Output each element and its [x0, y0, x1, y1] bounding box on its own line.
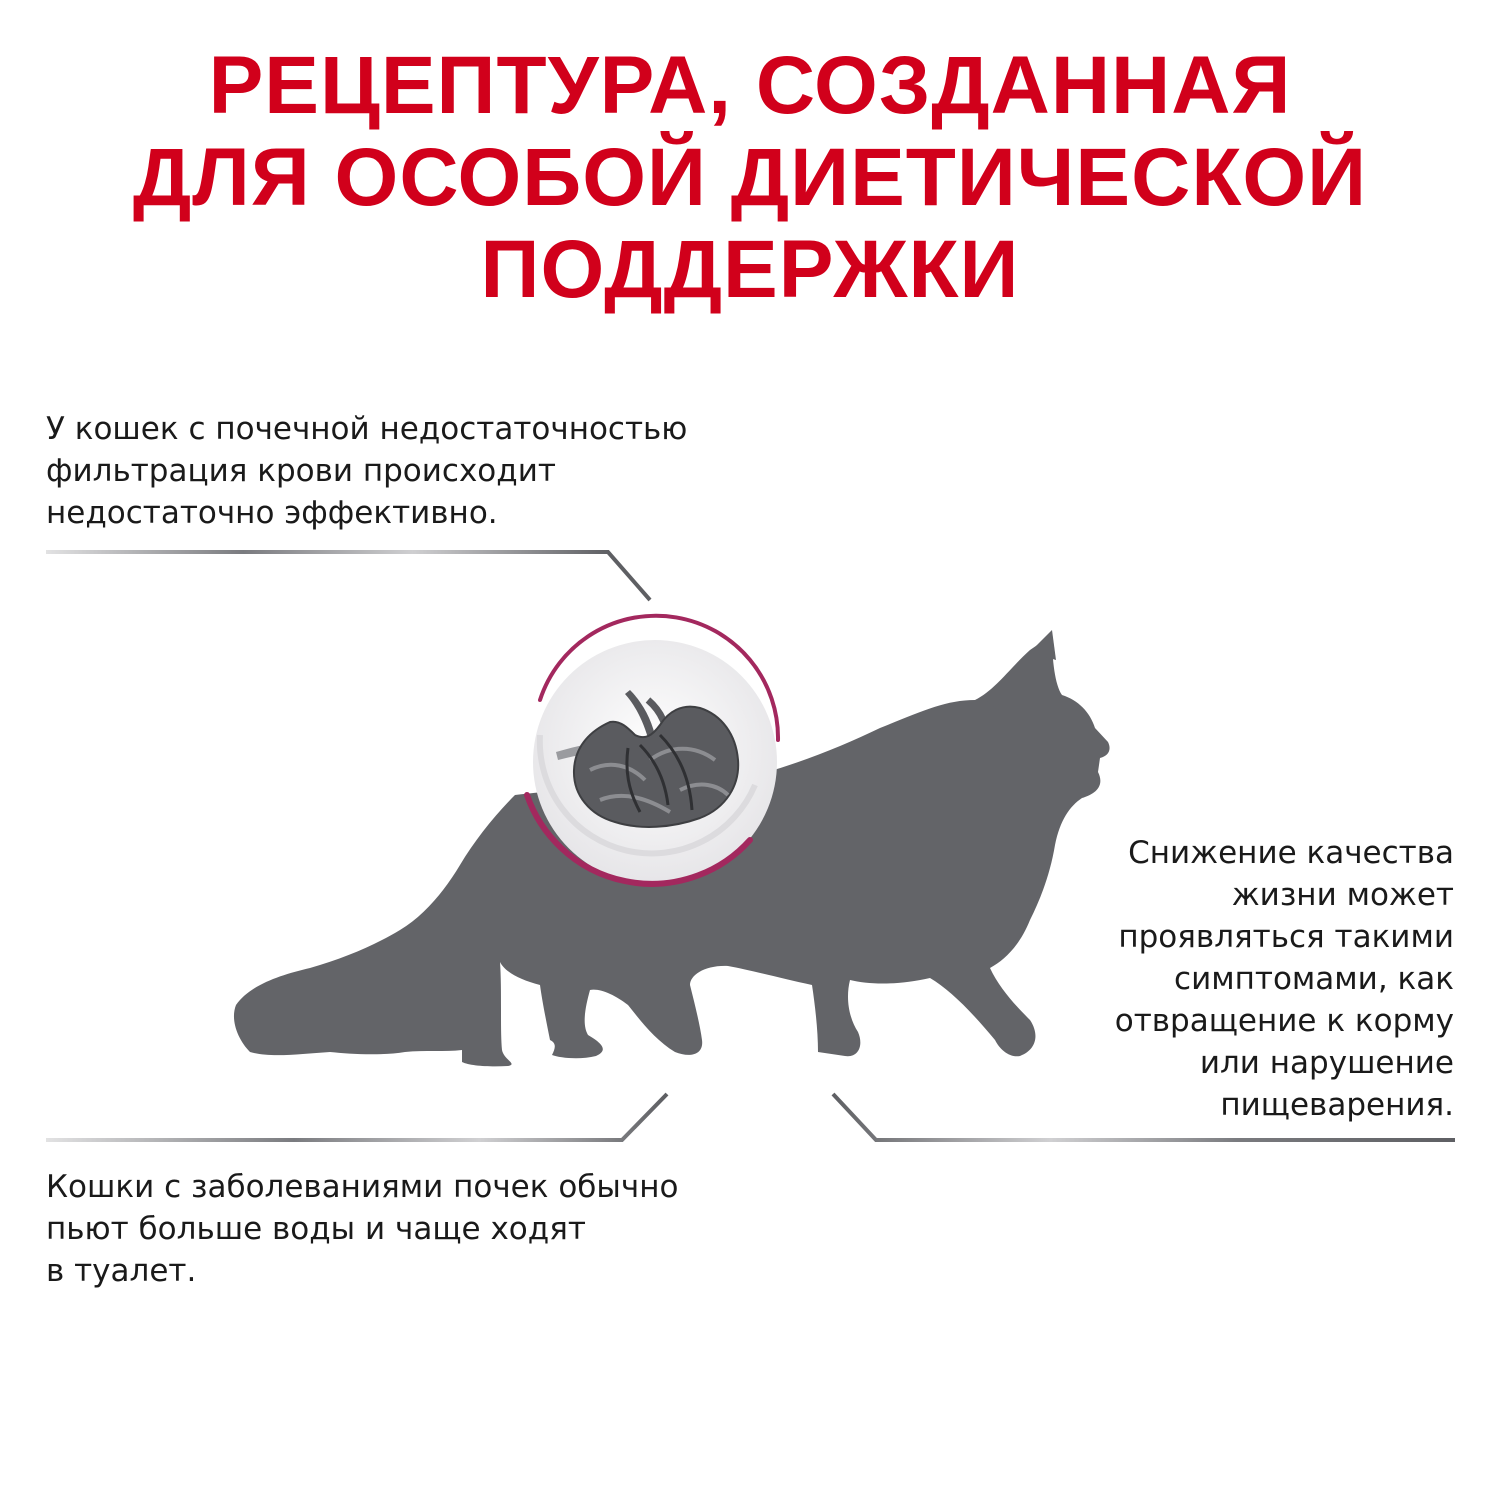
callout-line: фильтрация крови происходит — [46, 453, 556, 489]
callout-line: Снижение качества — [1128, 835, 1454, 871]
callout-line: или нарушение — [1199, 1045, 1454, 1081]
callout-line: пьют больше воды и чаще ходят — [46, 1211, 586, 1247]
callout-line-right — [833, 1094, 1455, 1140]
callout-line: в туалет. — [46, 1253, 197, 1289]
callout-line: У кошек с почечной недостаточностью — [46, 411, 688, 447]
callout-line: недостаточно эффективно. — [46, 495, 498, 531]
kidney-inset — [527, 616, 778, 884]
headline-line: ПОДДЕРЖКИ — [480, 224, 1020, 315]
callout-line: пищеварения. — [1220, 1087, 1454, 1123]
callout-line-top-left — [46, 552, 650, 600]
headline-line: ДЛЯ ОСОБОЙ ДИЕТИЧЕСКОЙ — [132, 132, 1368, 223]
headline-line: РЕЦЕПТУРА, СОЗДАННАЯ — [208, 40, 1292, 131]
callout-line: жизни может — [1231, 877, 1454, 913]
callout-line: отвращение к корму — [1114, 1003, 1454, 1039]
callout-line: Кошки с заболеваниями почек обычно — [46, 1169, 679, 1205]
callout-line: проявляться такими — [1118, 919, 1454, 955]
callout-line: симптомами, как — [1174, 961, 1454, 997]
callout-line-bottom-left — [46, 1094, 667, 1140]
